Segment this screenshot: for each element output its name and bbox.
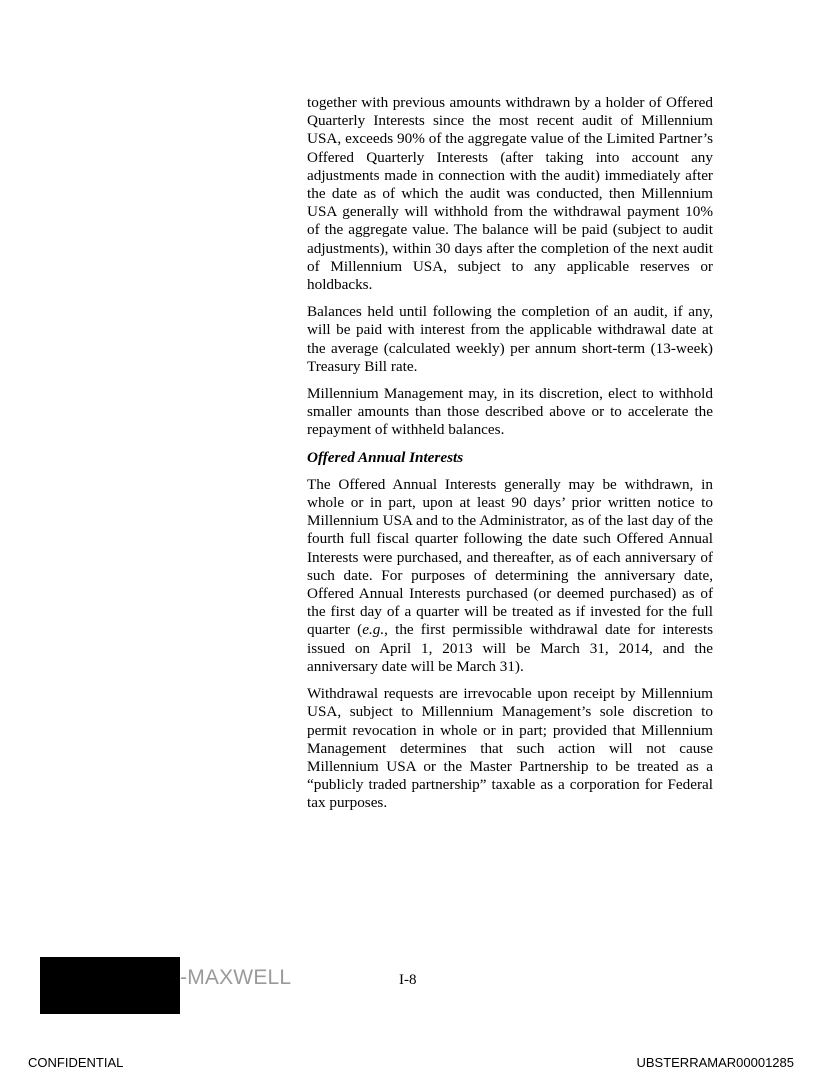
annual-text-eg: e.g. (362, 621, 385, 639)
paragraph-withdrawal-requests: Withdrawal requests are irrevocable upon receipt by Millennium USA, subject to Millennium Management’s sole discretion to permit revocation in whole or in part; provided that Millennium Management determines that such action will not cause Millennium USA or the Master Partnership to be treated as a “publicly traded partnership” taxable as a corporation for Federal tax purposes. (307, 685, 713, 812)
paragraph-withhold: together with previous amounts withdrawn by a holder of Offered Quarterly Interests since the most recent audit of Millennium USA, exceeds 90% of the aggregate value of the Limited Partner’s Offered Quarterly Interests (after taking into account any adjustments made in connection with the audit) immediately after the date as of which the audit was conducted, then Millennium USA generally will withhold from the withdrawal payment 10% of the aggregate value. The balance will be paid (subject to audit adjustments), within 30 days after the completion of the next audit of Millennium USA, subject to any applicable reserves or holdbacks. (307, 94, 713, 294)
annual-text-after: , the first permissible withdrawal date for interests issued on April 1, 2013 will be March 31, 2014, and the anniversary date will be March 31). (307, 621, 713, 675)
maxwell-stamp: -MAXWELL (180, 966, 292, 989)
paragraph-balances: Balances held until following the completion of an audit, if any, will be paid with interest from the applicable withdrawal date at the average (calculated weekly) per annum short-term (13-week) Treasury Bill rate. (307, 303, 713, 375)
annual-text-before: The Offered Annual Interests generally may be withdrawn, in whole or in part, upon at least 90 days’ prior written notice to Millennium USA and to the Administrator, as of the last day of the fourth full fiscal quarter following the date such Offered Annual Interests were purchased, and thereafter, as of each anniversary of such date. For purposes of determining the anniversary date, Offered Annual Interests purchased (or deemed purchased) as of the first day of a quarter will be treated as if invested for the full quarter ( (307, 475, 713, 639)
paragraph-discretion: Millennium Management may, in its discretion, elect to withhold smaller amounts than those described above or to accelerate the repayment of withheld balances. (307, 385, 713, 439)
section-heading-annual-interests: Offered Annual Interests (307, 448, 464, 466)
confidential-label: CONFIDENTIAL (28, 1055, 124, 1070)
redaction-box (40, 957, 180, 1014)
bates-number: UBSTERRAMAR00001285 (636, 1055, 794, 1070)
paragraph-annual-interests (307, 476, 713, 676)
document-body (307, 94, 713, 822)
page-number: I-8 (399, 972, 417, 988)
